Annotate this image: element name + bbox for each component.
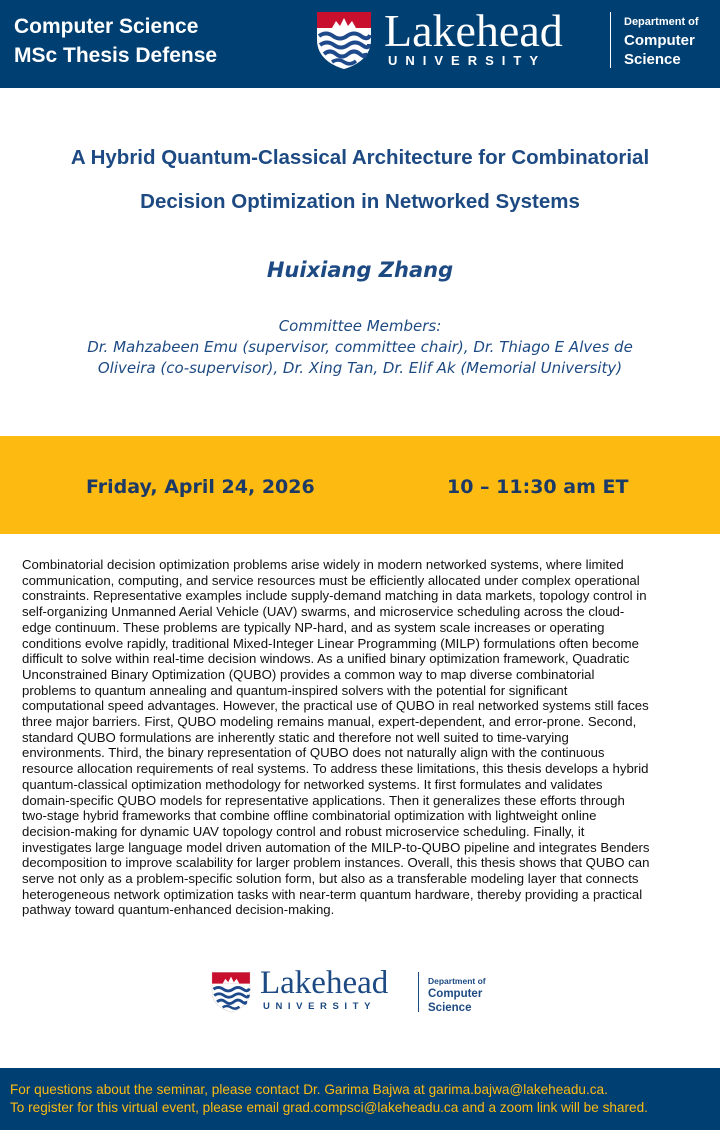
committee-line1: Dr. Mahzabeen Emu (supervisor, committee chair), Dr. Thiago E Alves de (87, 338, 633, 356)
abstract-line: investigates large language model driven automation of the MILP-to-QUBO pipeline and integrates Benders (22, 839, 650, 855)
abstract-line: resource allocation requirements of real systems. To address these limitations, this thesis develops a hybrid (22, 761, 649, 777)
logo-divider (418, 972, 419, 1012)
event-time: 10 – 11:30 am ET (447, 476, 629, 498)
committee-line2: Oliveira (co-supervisor), Dr. Xing Tan, Dr. Elif Ak (Memorial University) (97, 359, 623, 377)
abstract-text (22, 557, 702, 918)
footer-contact (10, 1081, 648, 1117)
abstract-line: decomposition to improve scalability for larger problem instances. Overall, this thesis shows that QUBO can (22, 855, 650, 871)
logo-dept-line1: Department of (428, 976, 486, 986)
logo-wordmark: Lakehead (260, 965, 389, 1001)
committee-members (0, 316, 720, 379)
abstract-line: domain-specific QUBO models for representative applications. Then it generalizes these efforts through (22, 792, 625, 808)
thesis-title-line2: Decision Optimization in Networked Systems (140, 190, 580, 213)
header-title (14, 12, 217, 70)
abstract-line: Unconstrained Binary Optimization (QUBO) provides a common way to map diverse combinatorial (22, 666, 595, 682)
abstract-line: problems to quantum annealing and quantum-inspired solvers with the potential for significant (22, 682, 568, 698)
footer-banner (0, 1068, 720, 1130)
event-band (0, 436, 720, 534)
logo-wordmark: Lakehead (384, 5, 563, 56)
header-banner (0, 0, 720, 88)
abstract-line: computational speed advantages. However, the practical use of QUBO in real networked systems still faces (22, 698, 649, 714)
abstract-line: conditions evolve rapidly, traditional Mixed-Integer Linear Programming (MILP) formulations often become (22, 635, 639, 651)
abstract-line: environments. Third, the binary representation of QUBO does not naturally align with the continuous (22, 745, 605, 761)
abstract-line: constraints. Representative examples include supply-demand matching in data markets, topology control in (22, 588, 647, 604)
logo-dept-line3: Science (428, 1002, 472, 1014)
university-shield-icon (210, 970, 252, 1014)
abstract-line: quantum-classical optimization methodology for networked systems. It first formulates and validates (22, 776, 603, 792)
header-title-line2: MSc Thesis Defense (14, 44, 218, 67)
abstract-line: communication, computing, and service resources must be efficiently allocated under complex operational (22, 572, 640, 588)
event-date: Friday, April 24, 2026 (86, 476, 315, 498)
footer-line2: To register for this virtual event, please email grad.compsci@lakeheadu.ca and a zoom link will be shared. (10, 1100, 648, 1115)
logo-dept-line3: Science (624, 51, 681, 68)
thesis-title-line1: A Hybrid Quantum-Classical Architecture for Combinatorial (70, 146, 650, 169)
logo-dept-line2: Computer (428, 988, 483, 1000)
abstract-line: decision-making for dynamic UAV topology control and robust microservice scheduling. Finally, it (22, 823, 585, 839)
abstract-line: heterogeneous network optimization tasks with near-term quantum hardware, thereby providing a practical (22, 886, 643, 902)
header-title-line1: Computer Science (14, 15, 199, 38)
abstract-line: three major barriers. First, QUBO modeling remains manual, expert-dependent, and error-prone. Second, (22, 714, 637, 730)
abstract-line: self-organizing Unmanned Aerial Vehicle (UAV) swarms, and microservice scheduling across the cloud- (22, 604, 625, 620)
abstract-line: difficult to solve within real-time decision windows. As a unified binary optimization framework, Quadratic (22, 651, 630, 667)
abstract-line: Combinatorial decision optimization problems arise widely in modern networked systems, where limited (22, 557, 624, 572)
logo-university: UNIVERSITY (263, 1001, 377, 1012)
logo-dept-line2: Computer (624, 32, 695, 49)
university-shield-icon (314, 10, 374, 70)
abstract-line: edge continuum. These problems are typically NP-hard, and as system scale increases or operating (22, 619, 605, 635)
candidate-name: Huixiang Zhang (266, 258, 454, 282)
abstract-line: standard QUBO formulations are inherently static and therefore not well suited to time-varying (22, 729, 569, 745)
logo-dept-line1: Department of (624, 16, 699, 28)
logo-university: UNIVERSITY (388, 53, 547, 68)
footer-line1: For questions about the seminar, please contact Dr. Garima Bajwa at garima.bajwa@lakeheadu.ca. (10, 1082, 608, 1097)
committee-heading: Committee Members: (278, 317, 442, 335)
thesis-title (0, 136, 720, 224)
logo-divider (610, 12, 611, 68)
abstract-line: serve not only as a problem-specific solution form, but also as a transferable modeling layer that connects (22, 871, 639, 887)
abstract-line: pathway toward quantum-enhanced decision-making. (22, 902, 335, 918)
abstract-line: two-stage hybrid frameworks that combine offline combinatorial optimization with lightweight online (22, 808, 597, 824)
